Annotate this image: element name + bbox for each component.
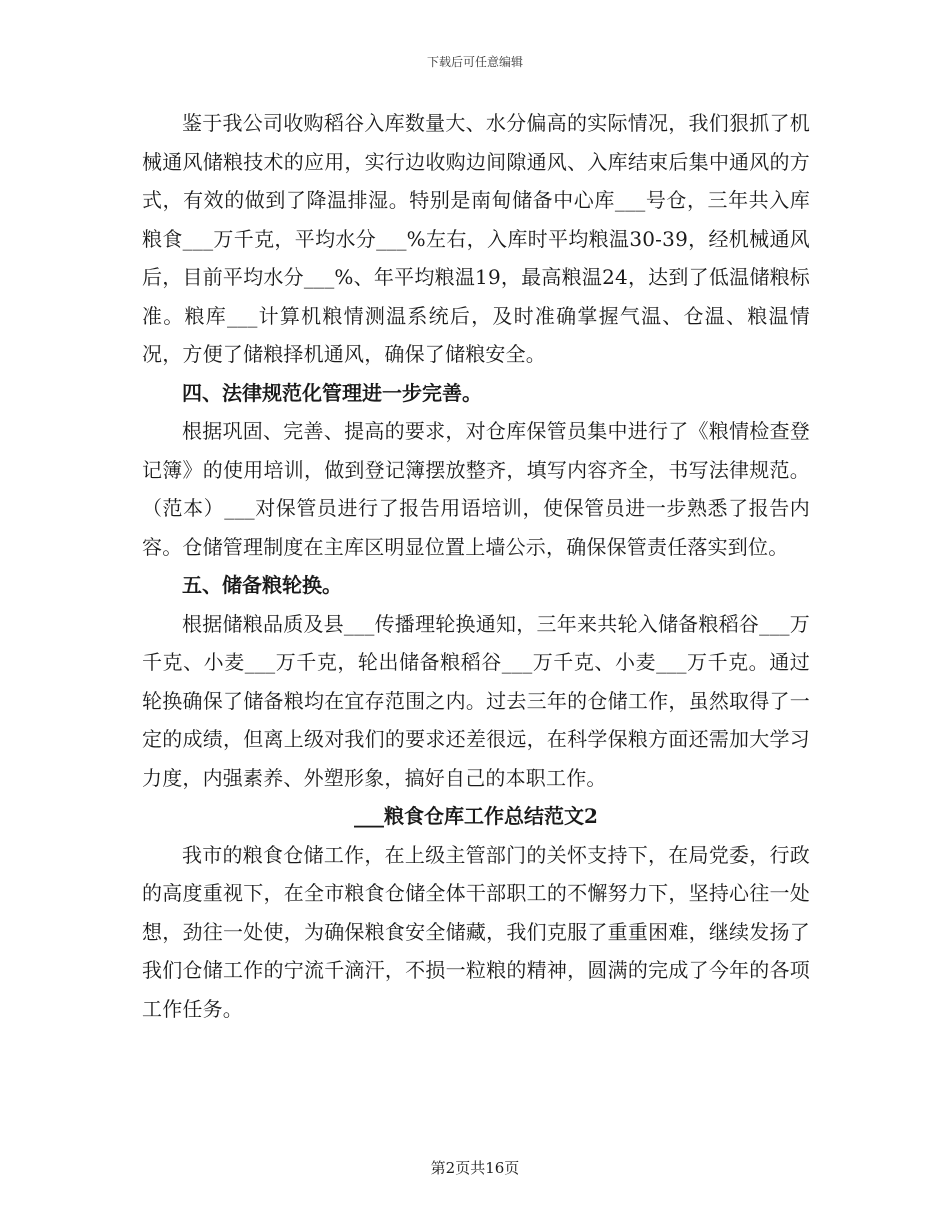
paragraph-grain-rotation: 根据储粮品质及县___传播理轮换通知，三年来共轮入储备粮稻谷___万千克、小麦___万千克，轮出储备粮稻谷___万千克、小麦___万千克。通过轮换确保了储备粮均在宜存范围之内。过去三年的仓储工作，虽然取得了一定的成绩，但离上级对我们的要求还差很远，在科学保粮方面还需加大学习力度，内强素养、外塑形象，搞好自己的本职工作。: [142, 611, 810, 790]
paragraph-ventilation: 鉴于我公司收购稻谷入库数量大、水分偏高的实际情况，我们狠抓了机械通风储粮技术的应用，实行边收购边间隙通风、入库结束后集中通风的方式，有效的做到了降温排湿。特别是南甸储备中心库___号仓，三年共入库粮食___万千克，平均水分___%左右，入库时平均粮温30-39，经机械通风后，目前平均水分___%、年平均粮温19，最高粮温24，达到了低温储粮标准。粮库___计算机粮情测温系统后，及时准确掌握气温、仓温、粮温情况，方便了储粮择机通风，确保了储粮安全。: [142, 111, 810, 366]
document-title-2: ___粮食仓库工作总结范文2: [354, 804, 598, 828]
section-heading-5: 五、储备粮轮换。: [182, 573, 342, 597]
paragraph-legal-management: 根据巩固、完善、提高的要求，对仓库保管员集中进行了《粮情检查登记簿》的使用培训，做到登记簿摆放整齐，填写内容齐全，书写法律规范。（范本）___对保管员进行了报告用语培训，使保管员进一步熟悉了报告内容。仓储管理制度在主库区明显位置上墙公示，确保保管责任落实到位。: [142, 419, 810, 559]
section-heading-4: 四、法律规范化管理进一步完善。: [182, 380, 482, 405]
page-header: 下载后可任意编辑: [426, 55, 523, 69]
document-body: [142, 104, 810, 1028]
paragraph-storage-work: 我市的粮食仓储工作，在上级主管部门的关怀支持下，在局党委，行政的高度重视下，在全市粮食仓储全体干部职工的不懈努力下，坚持心往一处想，劲往一处使，为确保粮食安全储藏，我们克服了重重困难，继续发扬了我们仓储工作的宁流千滴汗，不损一粒粮的精神，圆满的完成了今年的各项工作任务。: [142, 842, 810, 1021]
page-footer: 第2页共16页: [430, 1159, 520, 1177]
